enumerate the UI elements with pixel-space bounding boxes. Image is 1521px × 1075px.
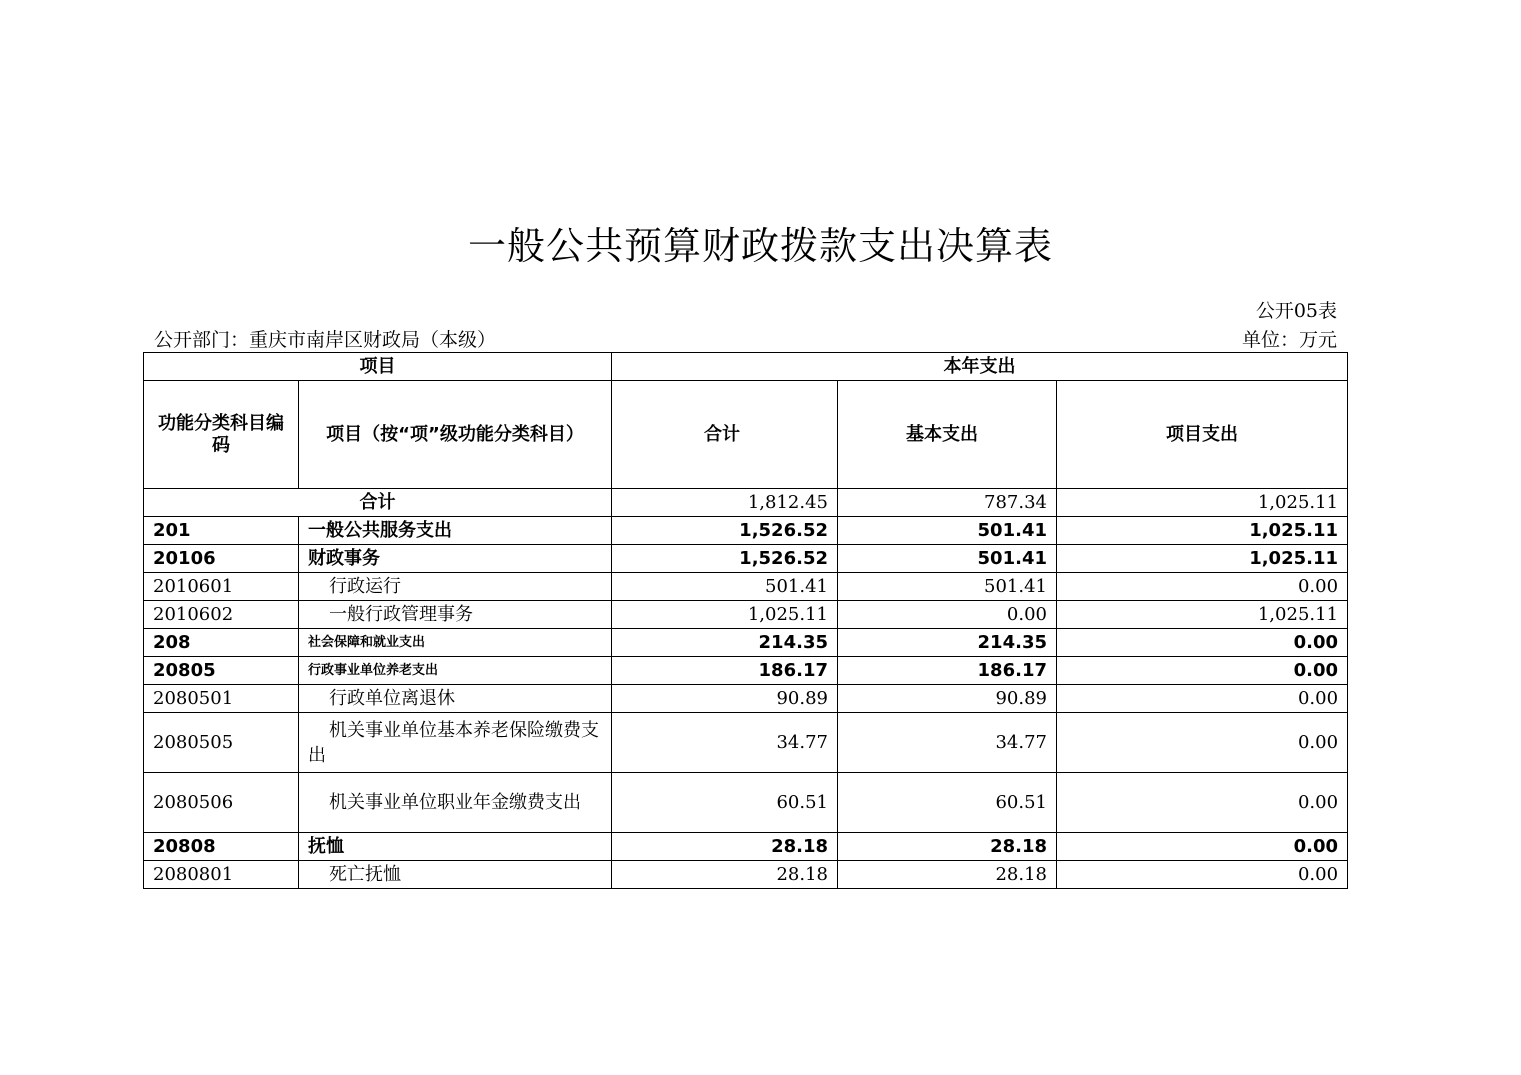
row-project: 0.00 [1057, 629, 1348, 657]
department-name: 重庆市南岸区财政局（本级） [249, 329, 497, 351]
row-total: 28.18 [612, 861, 838, 889]
row-total: 28.18 [612, 833, 838, 861]
row-code: 2010602 [144, 601, 299, 629]
row-basic: 60.51 [838, 773, 1057, 833]
row-total: 60.51 [612, 773, 838, 833]
table-row [144, 833, 1348, 861]
row-code: 20808 [144, 833, 299, 861]
header-basic: 基本支出 [838, 381, 1057, 489]
row-basic: 501.41 [838, 573, 1057, 601]
table-row [144, 773, 1348, 833]
row-total: 186.17 [612, 657, 838, 685]
row-name: 行政事业单位养老支出 [299, 657, 612, 685]
row-project: 0.00 [1057, 573, 1348, 601]
row-total: 1,526.52 [612, 517, 838, 545]
header-code: 功能分类科目编码 [144, 381, 299, 489]
row-name: 行政单位离退休 [299, 685, 612, 713]
row-basic: 214.35 [838, 629, 1057, 657]
header-row-2 [144, 381, 1348, 489]
total-basic: 787.34 [838, 489, 1057, 517]
row-project: 1,025.11 [1057, 601, 1348, 629]
header-item: 项目 [144, 353, 612, 381]
header-row-1 [144, 353, 1348, 381]
table-row [144, 517, 1348, 545]
row-basic: 28.18 [838, 833, 1057, 861]
row-total: 34.77 [612, 713, 838, 773]
table-row [144, 601, 1348, 629]
row-name: 一般行政管理事务 [299, 601, 612, 629]
row-project: 0.00 [1057, 861, 1348, 889]
total-project: 1,025.11 [1057, 489, 1348, 517]
row-total: 1,526.52 [612, 545, 838, 573]
row-name: 机关事业单位基本养老保险缴费支出 [299, 713, 612, 773]
row-project: 0.00 [1057, 773, 1348, 833]
row-code: 2080505 [144, 713, 299, 773]
table-row [144, 861, 1348, 889]
table-row [144, 629, 1348, 657]
form-number: 公开05表 [1255, 300, 1337, 322]
header-project: 项目支出 [1057, 381, 1348, 489]
row-basic: 501.41 [838, 545, 1057, 573]
row-basic: 34.77 [838, 713, 1057, 773]
row-name: 社会保障和就业支出 [299, 629, 612, 657]
department-line [154, 325, 496, 352]
table-row [144, 573, 1348, 601]
row-basic: 186.17 [838, 657, 1057, 685]
row-total: 214.35 [612, 629, 838, 657]
row-basic: 0.00 [838, 601, 1057, 629]
table-row [144, 545, 1348, 573]
expenditure-table [143, 352, 1348, 889]
row-name: 抚恤 [299, 833, 612, 861]
row-code: 2080501 [144, 685, 299, 713]
row-basic: 28.18 [838, 861, 1057, 889]
row-name: 死亡抚恤 [299, 861, 612, 889]
row-total: 501.41 [612, 573, 838, 601]
row-project: 0.00 [1057, 833, 1348, 861]
row-code: 201 [144, 517, 299, 545]
header-current-year: 本年支出 [612, 353, 1348, 381]
row-code: 20106 [144, 545, 299, 573]
row-code: 208 [144, 629, 299, 657]
unit-label: 单位：万元 [1241, 329, 1337, 351]
row-basic: 501.41 [838, 517, 1057, 545]
row-basic: 90.89 [838, 685, 1057, 713]
row-code: 2010601 [144, 573, 299, 601]
row-name: 一般公共服务支出 [299, 517, 612, 545]
row-name: 财政事务 [299, 545, 612, 573]
row-total: 90.89 [612, 685, 838, 713]
department-label: 公开部门： [154, 329, 250, 351]
total-total: 1,812.45 [612, 489, 838, 517]
row-project: 0.00 [1057, 713, 1348, 773]
total-row [144, 489, 1348, 517]
page-title: 一般公共预算财政拨款支出决算表 [467, 224, 1053, 268]
row-code: 2080801 [144, 861, 299, 889]
header-item-name: 项目（按“项”级功能分类科目） [299, 381, 612, 489]
row-name: 机关事业单位职业年金缴费支出 [299, 773, 612, 833]
row-project: 0.00 [1057, 657, 1348, 685]
table-row [144, 685, 1348, 713]
table-row [144, 713, 1348, 773]
row-code: 20805 [144, 657, 299, 685]
table-row [144, 657, 1348, 685]
total-label: 合计 [144, 489, 612, 517]
row-total: 1,025.11 [612, 601, 838, 629]
row-project: 1,025.11 [1057, 517, 1348, 545]
row-name: 行政运行 [299, 573, 612, 601]
header-total: 合计 [612, 381, 838, 489]
row-code: 2080506 [144, 773, 299, 833]
row-project: 1,025.11 [1057, 545, 1348, 573]
row-project: 0.00 [1057, 685, 1348, 713]
